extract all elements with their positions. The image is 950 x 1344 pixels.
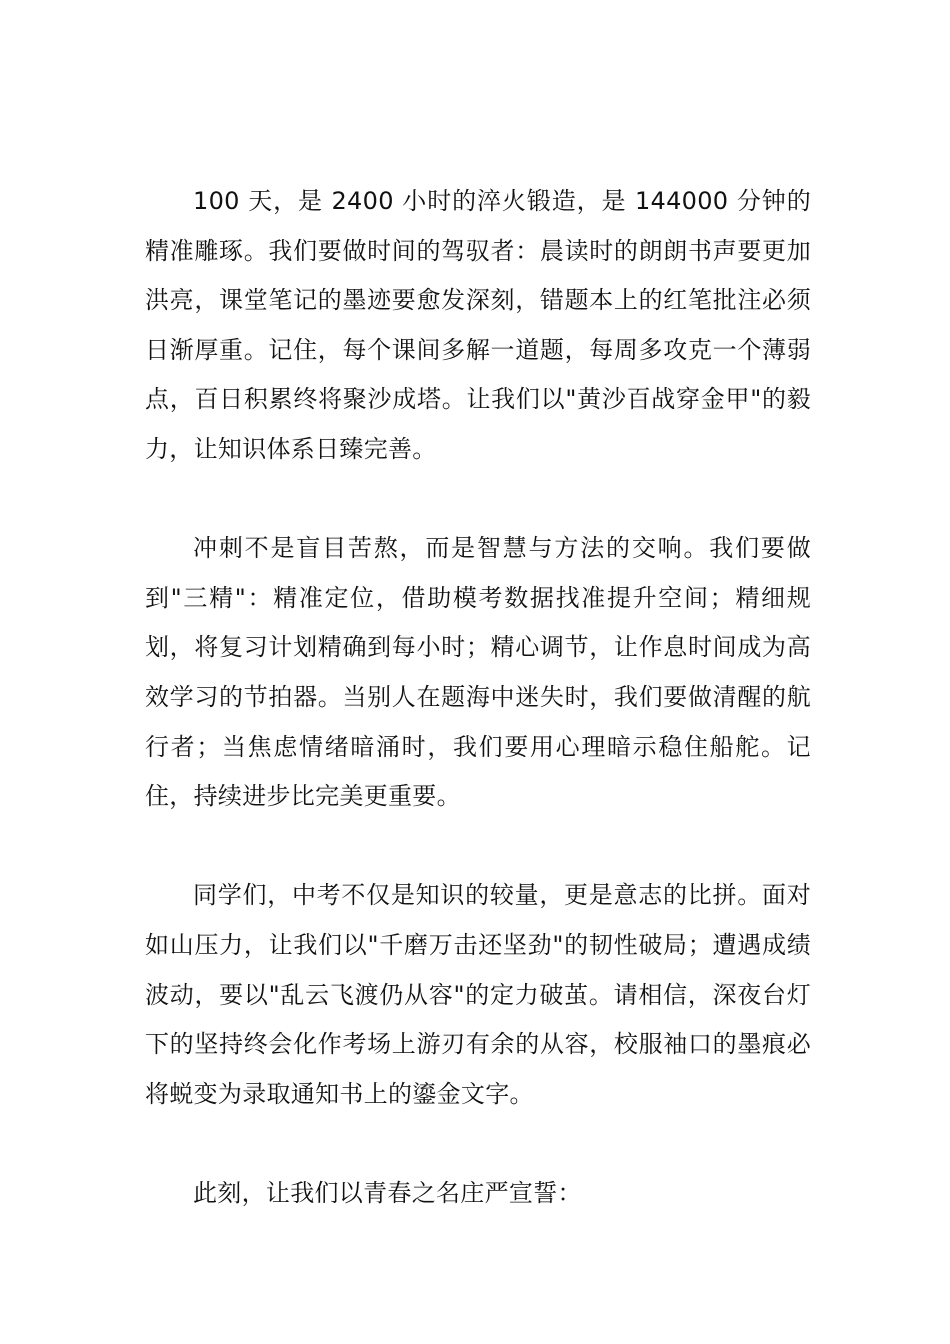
paragraph-time-forging: 100 天，是 2400 小时的淬火锻造，是 144000 分钟的精准雕琢。我们要做时间的驾驭者：晨读时的朗朗书声要更加洪亮，课堂笔记的墨迹要愈发深刻，错题本上的红笔批注必须日渐厚重。记住，每个课间多解一道题，每周多攻克一个薄弱点，百日积累终将聚沙成塔。让我们以"黄沙百战穿金甲"的毅力，让知识体系日臻完善。 [145, 187, 811, 463]
document-body [145, 177, 811, 1218]
paragraph-willpower: 同学们，中考不仅是知识的较量，更是意志的比拼。面对如山压力，让我们以"千磨万击还坚劲"的韧性破局；遭遇成绩波动，要以"乱云飞渡仍从容"的定力破茧。请相信，深夜台灯下的坚持终会化作考场上游刃有余的从容，校服袖口的墨痕必将蜕变为录取通知书上的鎏金文字。 [145, 881, 811, 1108]
paragraph-oath-intro: 此刻，让我们以青春之名庄严宣誓： [193, 1178, 582, 1207]
paragraph-sprint-method: 冲刺不是盲目苦熬，而是智慧与方法的交响。我们要做到"三精"：精准定位，借助模考数据找准提升空间；精细规划，将复习计划精确到每小时；精心调节，让作息时间成为高效学习的节拍器。当别人在题海中迷失时，我们要做清醒的航行者；当焦虑情绪暗涌时，我们要用心理暗示稳住船舵。记住，持续进步比完美更重要。 [145, 534, 811, 811]
